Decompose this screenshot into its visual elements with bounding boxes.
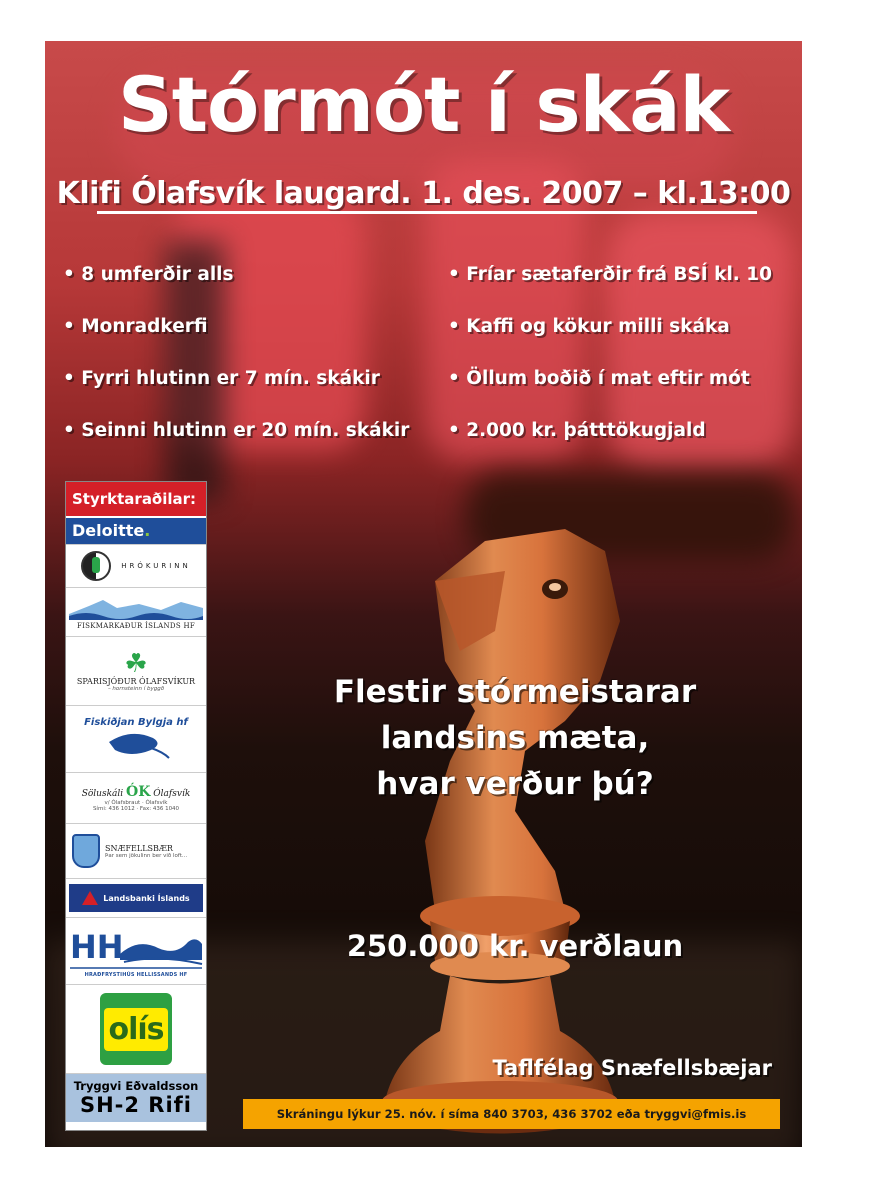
sponsor-hradfrystihus bbox=[66, 917, 206, 984]
bullet-item: • 2.000 kr. þátttökugjald bbox=[448, 420, 706, 441]
bullet-list-left bbox=[63, 263, 409, 471]
sponsor-snaefellsbaer-slogan: Þar sem jökulinn ber við loft... bbox=[105, 852, 188, 859]
subtitle-underline bbox=[97, 211, 757, 214]
sponsor-ok bbox=[66, 772, 206, 823]
sponsor-tryggvi-name: Tryggvi Eðvaldsson bbox=[73, 1079, 199, 1093]
sponsor-tryggvi bbox=[66, 1073, 206, 1122]
sponsor-ok-name bbox=[82, 784, 191, 800]
bullet-list-right bbox=[448, 263, 772, 471]
svg-text:HH: HH bbox=[70, 928, 124, 966]
sponsor-landsbanki bbox=[66, 878, 206, 917]
event-date-location: Klifi Ólafsvík laugard. 1. des. 2007 – kl.13:00 bbox=[56, 176, 791, 211]
sponsor-tryggvi-plate: SH-2 Rifi bbox=[79, 1093, 193, 1117]
sponsor-bylgja-name: Fiskiðjan Bylgja hf bbox=[84, 716, 188, 728]
sponsor-ok-address: v/ Ólafsbraut · Ólafsvík bbox=[104, 800, 168, 806]
prize-amount: 250.000 kr. verðlaun bbox=[346, 929, 684, 963]
tagline-line: landsins mæta, bbox=[380, 720, 650, 756]
bullet-item: • Monradkerfi bbox=[63, 316, 208, 337]
olis-logo bbox=[100, 993, 172, 1065]
bullet-item: • Seinni hlutinn er 20 mín. skákir bbox=[63, 420, 410, 441]
chess-knight-icon bbox=[365, 511, 705, 1141]
sponsor-hrokurinn bbox=[66, 544, 206, 587]
olis-logo-text: olís bbox=[104, 1008, 167, 1051]
bullet-item: • Fyrri hlutinn er 7 mín. skákir bbox=[63, 368, 380, 389]
sponsor-fiskmarkadur bbox=[66, 587, 206, 636]
deloitte-dot: . bbox=[144, 521, 151, 540]
landsbanki-bar bbox=[69, 884, 203, 912]
mountain-wave-icon bbox=[69, 594, 203, 620]
bullet-item: • Öllum boðið í mat eftir mót bbox=[448, 368, 750, 389]
poster-title: Stórmót í skák bbox=[117, 60, 730, 149]
tagline bbox=[235, 669, 795, 807]
sponsor-sparisjodur-name: SPARISJÓÐUR ÓLAFSVÍKUR bbox=[76, 676, 196, 686]
sponsor-fiskmarkadur-name: FISKMARKAÐUR ÍSLANDS HF bbox=[76, 622, 196, 630]
crest-icon bbox=[72, 834, 100, 868]
sponsor-heading: Styrktaraðilar: bbox=[66, 482, 206, 516]
bullet-item: • Fríar sætaferðir frá BSÍ kl. 10 bbox=[448, 264, 772, 285]
sponsor-sparisjodur bbox=[66, 636, 206, 705]
registration-info: Skráningu lýkur 25. nóv. í síma 840 3703, 436 3702 eða tryggvi@fmis.is bbox=[243, 1099, 780, 1129]
sponsor-olis bbox=[66, 984, 206, 1073]
ok-post: Ólafsvík bbox=[150, 789, 191, 799]
tagline-line: Flestir stórmeistarar bbox=[333, 674, 697, 710]
ok-logo-letters: ÓK bbox=[126, 784, 151, 800]
wave-icon bbox=[68, 924, 204, 972]
triangle-icon bbox=[82, 891, 98, 905]
sponsor-snaefellsbaer-text bbox=[105, 844, 187, 859]
clover-icon: ☘ bbox=[124, 648, 148, 679]
sponsor-hrokurinn-name: HRÓKURINN bbox=[121, 562, 191, 570]
sponsor-ok-phone: Sími: 436 1012 · Fax: 436 1040 bbox=[92, 806, 180, 812]
stingray-icon bbox=[101, 728, 171, 762]
sponsor-snaefellsbaer bbox=[66, 823, 206, 878]
sponsor-snaefellsbaer-name: SNÆFELLSBÆR bbox=[105, 843, 173, 853]
ok-pre: Söluskáli bbox=[81, 789, 127, 799]
sponsor-landsbanki-name: Landsbanki Íslands bbox=[103, 893, 190, 903]
sponsor-sparisjodur-slogan: – hornsteinn í byggð bbox=[107, 685, 165, 692]
organizer-name: Taflfélag Snæfellsbæjar bbox=[492, 1056, 772, 1080]
sponsor-hradfrystihus-name: HRAÐFRYSTIHÚS HELLISSANDS HF bbox=[84, 972, 188, 978]
sponsor-bylgja bbox=[66, 705, 206, 772]
sponsor-panel bbox=[65, 481, 207, 1131]
sponsor-deloitte-name: Deloitte bbox=[72, 521, 145, 540]
chess-logo-icon bbox=[81, 551, 111, 581]
tagline-line: hvar verður þú? bbox=[376, 766, 654, 802]
sponsor-deloitte bbox=[66, 516, 206, 544]
chess-poster bbox=[45, 41, 802, 1147]
bullet-item: • 8 umferðir alls bbox=[63, 264, 234, 285]
bullet-item: • Kaffi og kökur milli skáka bbox=[448, 316, 730, 337]
